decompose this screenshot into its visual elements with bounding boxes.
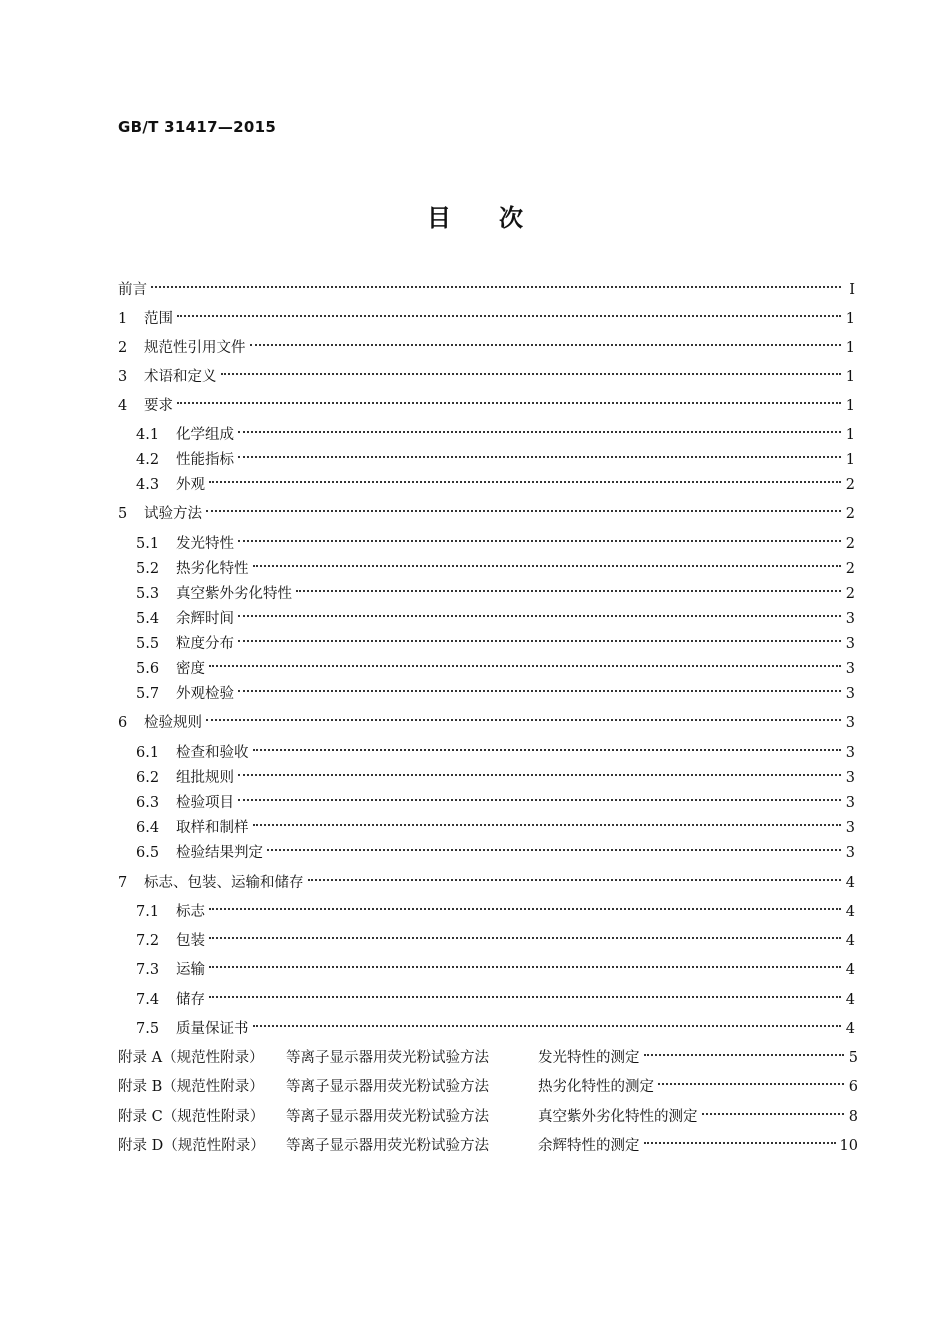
toc-entry-page: 1 [845,340,855,356]
toc-entry-number: 5 [118,506,128,522]
toc-entry[interactable] [136,960,855,980]
standard-code: GB/T 31417—2015 [118,118,277,136]
toc-entry[interactable] [118,309,855,329]
toc-entry-label: 前言 [118,282,147,298]
toc-entry-number: 7.3 [136,962,160,978]
dot-leader [238,689,841,692]
dot-leader [238,539,841,542]
toc-entry[interactable] [118,367,855,387]
toc-entry-label: 外观检验 [176,686,234,702]
toc-entry-number: 6.2 [136,770,160,786]
dot-leader [177,401,841,404]
toc-entry[interactable] [136,534,855,554]
toc-entry-label: 包装 [176,933,205,949]
toc-entry-page: Ⅰ [849,282,855,298]
toc-entry[interactable] [136,931,855,951]
toc-entry-number: 5.3 [136,586,160,602]
dot-leader [238,455,841,458]
toc-entry-label: 储存 [176,992,205,1008]
toc-entry-number: 6.1 [136,745,160,761]
toc-entry-page: 4 [845,933,855,949]
toc-entry-page: 1 [845,311,855,327]
toc-entry[interactable] [136,818,855,838]
toc-entry-label: 化学组成 [176,427,234,443]
toc-entry[interactable] [118,338,855,358]
dot-leader [151,285,841,288]
toc-entry-label: 热劣化特性 [176,561,249,577]
dot-leader [209,936,841,939]
toc-entry-number: 7.5 [136,1021,160,1037]
toc-entry-label: 取样和制样 [176,820,249,836]
dot-leader [209,965,841,968]
dot-leader [209,995,841,998]
dot-leader [267,848,841,851]
toc-entry[interactable] [136,634,855,654]
toc-entry[interactable] [136,1019,855,1039]
toc-entry-number: 6.4 [136,820,160,836]
toc-entry-page: 3 [845,795,855,811]
toc-entry[interactable] [136,843,855,863]
toc-entry-page: 2 [845,536,855,552]
dot-leader [209,907,841,910]
appendix-title: 等离子显示器用荧光粉试验方法 [286,1079,489,1095]
toc-entry-label: 术语和定义 [144,369,217,385]
toc-entry[interactable] [118,713,855,733]
toc-entry-page: 3 [845,845,855,861]
toc-appendix-entry[interactable] [118,1048,858,1068]
toc-entry-number: 1 [118,311,128,327]
toc-entry-page: 3 [845,820,855,836]
toc-entry-page: 4 [845,875,855,891]
toc-entry-number: 4 [118,398,128,414]
appendix-title: 等离子显示器用荧光粉试验方法 [286,1138,489,1154]
dot-leader [253,748,842,751]
appendix-subtitle: 热劣化特性的测定 [538,1079,654,1095]
dot-leader [238,639,841,642]
toc-entry[interactable] [136,743,855,763]
toc-appendix-entry[interactable] [118,1107,858,1127]
toc-entry[interactable] [118,396,855,416]
dot-leader [644,1141,836,1144]
toc-entry-label: 要求 [144,398,173,414]
toc-entry-number: 6.5 [136,845,160,861]
toc-entry-number: 5.7 [136,686,160,702]
toc-entry-label: 检验项目 [176,795,234,811]
toc-entry-number: 5.2 [136,561,160,577]
appendix-page: 10 [839,1138,858,1154]
toc-entry-page: 4 [845,1021,855,1037]
toc-entry-page: 2 [845,506,855,522]
toc-entry-number: 7 [118,875,128,891]
dot-leader [296,589,841,592]
toc-entry[interactable] [136,584,855,604]
toc-entry-page: 3 [845,611,855,627]
appendix-name: 附录 C（规范性附录） [118,1109,265,1125]
toc-entry-label: 粒度分布 [176,636,234,652]
toc-entry-number: 2 [118,340,128,356]
toc-entry[interactable] [136,450,855,470]
toc-entry-number: 7.1 [136,904,160,920]
toc-entry-number: 5.5 [136,636,160,652]
toc-entry-number: 7.2 [136,933,160,949]
toc-entry-label: 密度 [176,661,205,677]
toc-entry-number: 4.1 [136,427,160,443]
toc-entry-page: 3 [845,661,855,677]
toc-entry-page: 1 [845,452,855,468]
toc-entry-number: 5.6 [136,661,160,677]
appendix-name: 附录 D（规范性附录） [118,1138,265,1154]
toc-entry-page: 2 [845,561,855,577]
toc-entry-number: 5.4 [136,611,160,627]
dot-leader [221,372,842,375]
dot-leader [209,664,841,667]
toc-entry-number: 6 [118,715,128,731]
dot-leader [238,430,841,433]
appendix-title: 等离子显示器用荧光粉试验方法 [286,1109,489,1125]
toc-entry-label: 组批规则 [176,770,234,786]
toc-entry-page: 2 [845,477,855,493]
toc-entry-label: 试验方法 [144,506,202,522]
dot-leader [238,773,841,776]
dot-leader [238,614,841,617]
toc-entry[interactable] [136,659,855,679]
dot-leader [308,878,842,881]
dot-leader [206,718,841,721]
dot-leader [644,1053,845,1056]
toc-entry-label: 检验结果判定 [176,845,263,861]
dot-leader [253,564,842,567]
toc-entry-label: 发光特性 [176,536,234,552]
toc-entry-label: 检验规则 [144,715,202,731]
toc-entry-page: 1 [845,427,855,443]
dot-leader [658,1082,844,1085]
dot-leader [250,343,842,346]
appendix-page: 6 [848,1079,858,1095]
dot-leader [238,798,841,801]
toc-entry-number: 4.3 [136,477,160,493]
toc-entry[interactable] [118,873,855,893]
toc-entry-label: 外观 [176,477,205,493]
toc-entry[interactable] [136,902,855,922]
toc-entry[interactable] [136,768,855,788]
toc-entry-page: 3 [845,715,855,731]
toc-entry-label: 质量保证书 [176,1021,249,1037]
toc-entry[interactable] [136,793,855,813]
toc-entry-label: 性能指标 [176,452,234,468]
appendix-title: 等离子显示器用荧光粉试验方法 [286,1050,489,1066]
toc-entry-page: 2 [845,586,855,602]
toc-entry[interactable] [136,684,855,704]
toc-entry-label: 余辉时间 [176,611,234,627]
toc-entry[interactable] [136,475,855,495]
toc-entry-label: 运输 [176,962,205,978]
toc-entry-page: 3 [845,686,855,702]
dot-leader [253,823,842,826]
toc-entry-page: 1 [845,398,855,414]
toc-entry[interactable] [118,280,855,300]
toc-entry-page: 4 [845,962,855,978]
toc-entry-page: 4 [845,992,855,1008]
appendix-page: 5 [848,1050,858,1066]
toc-appendix-entry[interactable] [118,1136,858,1156]
toc-entry-number: 7.4 [136,992,160,1008]
dot-leader [702,1112,845,1115]
appendix-name: 附录 A（规范性附录） [118,1050,264,1066]
toc-entry-number: 4.2 [136,452,160,468]
toc-entry-page: 3 [845,745,855,761]
appendix-name: 附录 B（规范性附录） [118,1079,264,1095]
toc-entry[interactable] [136,559,855,579]
toc-title: 目 次 [427,204,523,232]
dot-leader [177,314,841,317]
appendix-subtitle: 真空紫外劣化特性的测定 [538,1109,698,1125]
toc-entry-number: 5.1 [136,536,160,552]
toc-entry-label: 标志 [176,904,205,920]
toc-entry-label: 规范性引用文件 [144,340,246,356]
toc-entry-page: 3 [845,636,855,652]
toc-entry-page: 4 [845,904,855,920]
toc-entry-label: 真空紫外劣化特性 [176,586,292,602]
toc-entry[interactable] [136,425,855,445]
dot-leader [253,1024,842,1027]
appendix-subtitle: 余辉特性的测定 [538,1138,640,1154]
appendix-page: 8 [848,1109,858,1125]
toc-entry[interactable] [136,609,855,629]
toc-entry[interactable] [118,504,855,524]
toc-entry[interactable] [136,990,855,1010]
toc-entry-label: 标志、包装、运输和储存 [144,875,304,891]
toc-entry-page: 3 [845,770,855,786]
dot-leader [209,480,841,483]
appendix-subtitle: 发光特性的测定 [538,1050,640,1066]
toc-entry-label: 检查和验收 [176,745,249,761]
toc-entry-number: 6.3 [136,795,160,811]
dot-leader [206,509,841,512]
toc-entry-label: 范围 [144,311,173,327]
toc-appendix-entry[interactable] [118,1077,858,1097]
toc-entry-page: 1 [845,369,855,385]
toc-entry-number: 3 [118,369,128,385]
